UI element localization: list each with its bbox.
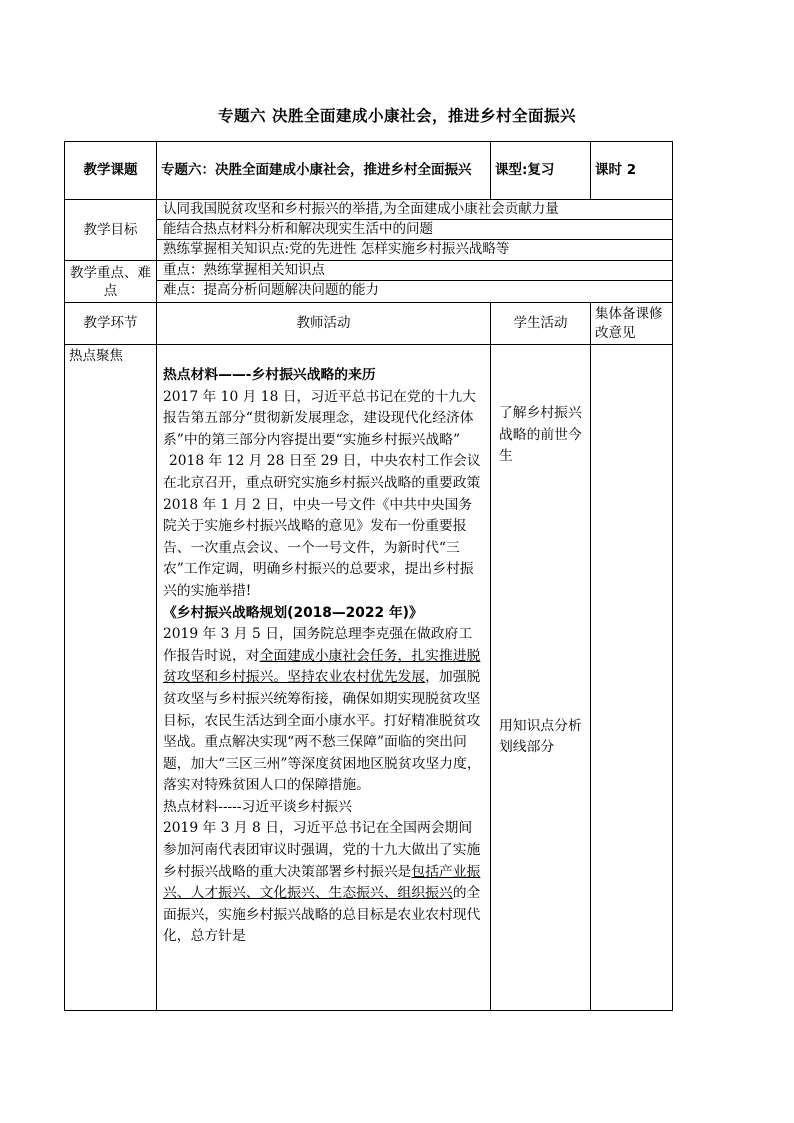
lesson-plan-table xyxy=(64,141,673,1011)
underlined-text: 包括产业振兴、人才振兴、文化振兴、生态振兴、组织振兴 xyxy=(163,863,481,902)
underlined-text: 全面建成小康社会任务，扎实推进脱贫攻坚和乡村振兴。坚持农业农村优先发展 xyxy=(163,647,481,686)
material-heading: 热点材料——-乡村振兴战略的来历 xyxy=(163,367,376,383)
goal-item: 认同我国脱贫攻坚和乡村振兴的举措,为全面建成小康社会贡献力量 xyxy=(157,200,672,220)
header-row xyxy=(65,142,673,200)
course-type: 课型:复习 xyxy=(491,142,591,200)
col-student: 学生活动 xyxy=(491,303,591,345)
goals-row xyxy=(65,200,673,261)
goal-item: 熟练掌握相关知识点:党的先进性 怎样实施乡村振兴战略等 xyxy=(163,241,510,257)
keypoints-list xyxy=(157,261,673,303)
stage-cell: 热点聚焦 xyxy=(65,345,157,1011)
course-label: 教学课题 xyxy=(65,142,157,200)
material-paragraph: 2017 年 10 月 18 日，习近平总书记在党的十九大报告第五部分“贯彻新发展理念，建设现代化经济体系”中的第三部分内容提出要“实施乡村振兴战略” xyxy=(163,388,476,448)
material-paragraph: 2019 年 3 月 8 日，习近平总书记在全国两会期间参加河南代表团审议时强调，党的十九大做出了实施乡村振兴战略的重大决策部署乡村振兴是包括产业振兴、人才振兴、文化振兴、生态振兴、组织振兴的全面振兴，实施乡村振兴战略的总目标是农业农村现代化，总方针是 xyxy=(163,820,481,945)
keypoint-item: 重点：熟练掌握相关知识点 xyxy=(157,261,672,281)
keypoints-label: 教学重点、难点 xyxy=(65,261,157,303)
keypoints-row xyxy=(65,261,673,303)
goal-item: 能结合热点材料分析和解决现实生活中的问题 xyxy=(157,220,672,240)
student-activity xyxy=(491,345,591,1011)
course-title: 专题六：决胜全面建成小康社会，推进乡村全面振兴 xyxy=(157,142,491,200)
material-paragraph: 2019 年 3 月 5 日，国务院总理李克强在做政府工作报告时说，对全面建成小康社会任务，扎实推进脱贫攻坚和乡村振兴。坚持农业农村优先发展，加强脱贫攻坚与乡村振兴统筹衔接，确保如期实现脱贫攻坚目标，农民生活达到全面小康水平。打好精准脱贫攻坚战。重点解决实现“两不愁三保障”面临的突出问题，加大“三区三州”等深度贫困地区脱贫攻坚力度，落实对特殊贫困人口的保障措施。 xyxy=(163,626,481,794)
goals-label: 教学目标 xyxy=(65,200,157,261)
material-paragraph: 2018 年 12 月 28 日至 29 日，中央农村工作会议在北京召开，重点研究实施乡村振兴战略的重要政策 xyxy=(163,453,481,491)
col-collective: 集体备课修改意见 xyxy=(591,303,673,345)
teacher-activity xyxy=(157,345,491,1011)
material-heading: 热点材料-----习近平谈乡村振兴 xyxy=(163,798,352,815)
student-note: 用知识点分析划线部分 xyxy=(499,717,582,756)
col-teacher: 教师活动 xyxy=(157,303,491,345)
collective-cell xyxy=(591,345,673,1011)
goals-list xyxy=(157,200,673,261)
page-title: 专题六 决胜全面建成小康社会，推进乡村全面振兴 xyxy=(218,107,576,125)
column-header-row xyxy=(65,303,673,345)
material-paragraph: 2018 年 1 月 2 日，中央一号文件《中共中央国务院关于实施乡村振兴战略的意见》发布一份重要报告、一次重点会议、一个一号文件，为新时代“三农”工作定调，明确乡村振兴的总要求，提出乡村振兴的实施举措! xyxy=(163,496,474,599)
col-stage: 教学环节 xyxy=(65,303,157,345)
course-hours: 课时 2 xyxy=(591,142,673,200)
plan-heading: 《乡村振兴战略规划(2018—2022 年)》 xyxy=(163,604,423,621)
keypoint-item: 难点：提高分析问题解决问题的能力 xyxy=(163,282,379,298)
student-note: 了解乡村振兴战略的前世今生 xyxy=(499,405,582,465)
content-row xyxy=(65,345,673,1011)
